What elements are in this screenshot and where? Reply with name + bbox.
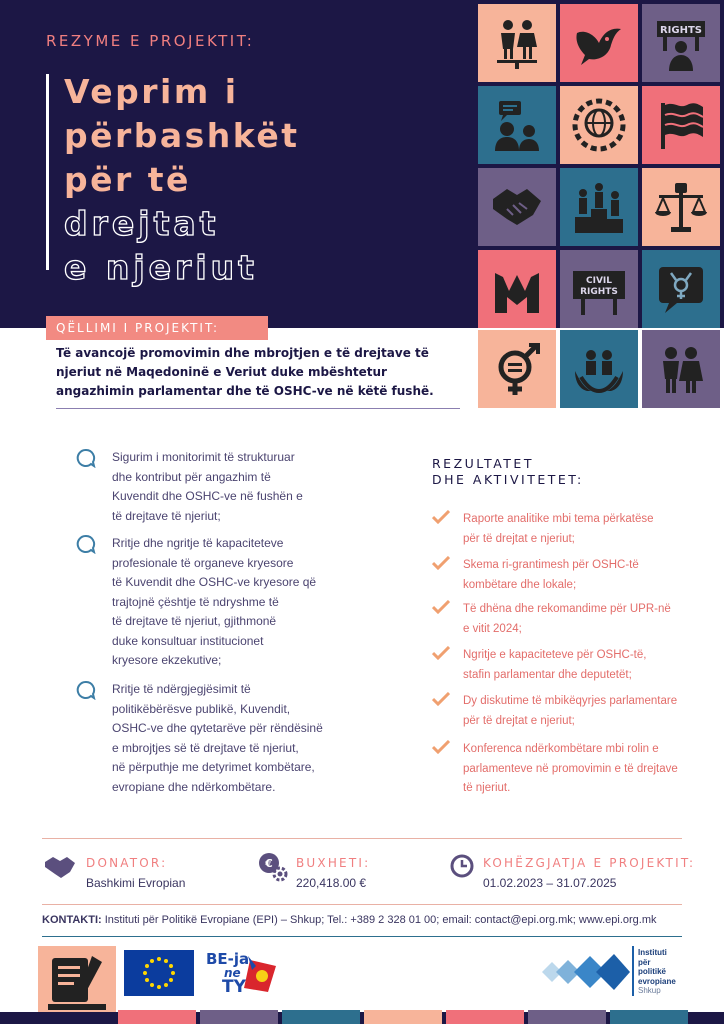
handshake-icon <box>44 856 76 878</box>
objective-line: politikëbërësve publikë, Kuvendit, <box>112 701 291 716</box>
objective-line: të drejtave të njeriut, gjithmonë <box>112 614 277 628</box>
result-line: Konferenca ndërkombëtare mbi rolin e <box>463 743 659 755</box>
duration-value: 01.02.2023 – 31.07.2025 <box>483 876 617 890</box>
footer-bar <box>610 1010 688 1024</box>
objective-text <box>112 448 348 526</box>
result-line: Ngritje e kapaciteteve për OSHC-të, <box>463 649 647 661</box>
epi-line: Shkup <box>638 986 661 995</box>
result-line: Dy diskutime të mbikëqyrjes parlamentare <box>463 695 678 707</box>
handshake-icon <box>478 168 556 246</box>
footer-bar <box>118 1010 196 1024</box>
results-heading-line: REZULTATET <box>432 456 534 471</box>
result-line: kombëtare dhe lokale; <box>463 578 577 591</box>
checkmark-icon <box>432 692 450 706</box>
contact-label: KONTAKTI: <box>42 914 102 926</box>
epi-diamonds-icon <box>540 948 630 994</box>
footer-bar <box>446 1010 524 1024</box>
objective-line: Rritje të ndërgjegjësimit të <box>112 682 251 696</box>
epi-divider <box>632 946 634 996</box>
goal-text: Të avancojë promovimin dhe mbrojtjen e të drejtave të njeriut në Maqedoninë e Veriut duke mbështetur angazhimin parlamentar dhe të OSHC-ve në këtë fushë. <box>56 346 434 398</box>
result-text <box>463 692 685 731</box>
svg-text:€: € <box>265 857 273 870</box>
rights-sign-label: RIGHTS <box>659 25 703 36</box>
result-line: për të drejtat e njeriut; <box>463 532 575 545</box>
goal-divider <box>56 408 460 409</box>
human-rights-icon-grid <box>478 4 722 408</box>
result-line: Raporte analitike mbi tema përkatëse <box>463 513 654 525</box>
civil-rights-label-1: CIVIL <box>585 276 613 286</box>
objective-line: dhe kontribut për angazhim të <box>112 469 271 484</box>
result-text <box>463 600 685 639</box>
budget-value: 220,418.00 € <box>296 876 367 890</box>
transgender-symbol-icon <box>642 250 720 328</box>
budget-label: BUXHETI: <box>296 856 371 870</box>
epi-line: Instituti <box>638 948 667 957</box>
objective-line: Sigurim i monitorimit të strukturuar <box>112 450 295 464</box>
objective-line: trajtojnë çështje të ndryshme të <box>112 594 279 609</box>
summary-kicker: REZYME E PROJEKTIT: <box>46 32 255 50</box>
objective-line: në përputhje me detyrimet kombëtare, <box>112 760 315 774</box>
result-text <box>463 740 685 799</box>
unity-hands-icon <box>478 250 556 328</box>
donor-value: Bashkimi Evropian <box>86 876 186 890</box>
gender-equal-symbol-icon <box>478 330 556 408</box>
duration-label: KOHËZGJATJA E PROJEKTIT: <box>483 856 696 870</box>
document-pen-tile <box>38 946 116 1020</box>
contact-text: Instituti për Politikë Evropiane (EPI) – Shkup; Tel.: +389 2 328 01 00; email: contact@epi.org.mk; www.epi.org.mk <box>104 914 657 926</box>
beja-text <box>206 950 250 997</box>
speech-bubble-icon <box>76 448 96 468</box>
objective-line: OSHC-ve dhe qytetarëve për rëndësinë <box>112 721 323 735</box>
contact-line <box>42 914 682 926</box>
result-line: për të drejtat e njeriut; <box>463 714 575 727</box>
gender-equality-icon <box>478 4 556 82</box>
civil-rights-sign-icon <box>560 250 638 328</box>
checkmark-icon <box>432 510 450 524</box>
title-accent-bar <box>46 74 49 270</box>
discussion-people-icon <box>478 86 556 164</box>
checkmark-icon <box>432 646 450 660</box>
podium-people-icon <box>560 168 638 246</box>
objective-line: të drejtave të njeriut; <box>112 508 221 523</box>
checkmark-icon <box>432 556 450 570</box>
checkmark-icon <box>432 600 450 614</box>
result-text <box>463 646 685 685</box>
footer-bar <box>364 1010 442 1024</box>
donor-label: DONATOR: <box>86 856 168 870</box>
epi-line: politikë <box>638 967 667 976</box>
peace-dove-icon <box>560 4 638 82</box>
euro-coin-gear-icon <box>258 852 288 882</box>
family-hands-icon <box>560 330 638 408</box>
title-line: për të <box>64 160 191 199</box>
goal-label: QËLLIMI I PROJEKTIT: <box>46 316 268 340</box>
results-heading-line: DHE AKTIVITETET: <box>432 472 584 487</box>
result-line: Të dhëna dhe rekomandime për UPR-në <box>463 603 671 615</box>
result-line: parlamenteve në promovimin e të drejtave <box>463 762 678 775</box>
civil-rights-label-2: RIGHTS <box>580 287 618 297</box>
title-line: përbashkët <box>64 116 300 155</box>
footer-bar <box>282 1010 360 1024</box>
globe-hands-icon <box>560 86 638 164</box>
result-line: stafin parlamentar dhe deputetët; <box>463 668 632 681</box>
objective-line: kryesore ekzekutive; <box>112 653 222 667</box>
speech-bubble-icon <box>76 680 96 700</box>
info-top-divider <box>42 838 682 839</box>
title-line: e njeriut <box>64 248 258 287</box>
beja-line: BE-ja <box>206 950 250 968</box>
flag-icon <box>642 86 720 164</box>
checkmark-icon <box>432 740 450 754</box>
objective-line: Rritje dhe ngritje të kapaciteteve <box>112 536 284 550</box>
result-line: Skema ri-grantimesh për OSHC-të <box>463 559 639 571</box>
objective-line: të Kuvendit dhe OSHC-ve kryesore që <box>112 575 317 589</box>
footer-bar <box>200 1010 278 1024</box>
objective-line: Kuvendit dhe OSHC-ve në fushën e <box>112 489 303 503</box>
info-bottom-divider <box>42 904 682 905</box>
results-heading <box>432 456 584 488</box>
couple-icon <box>642 330 720 408</box>
objective-line: duke konsultuar institucionet <box>112 633 264 648</box>
beja-line: TY <box>222 977 246 997</box>
result-line: të njeriut. <box>463 782 511 794</box>
epi-logo-text <box>638 948 676 996</box>
objective-text <box>112 680 348 797</box>
justice-scale-fist-icon <box>642 168 720 246</box>
objective-line: e mbrojtjes së të drejtave të njeriut, <box>112 740 299 755</box>
rights-sign-icon <box>642 4 720 82</box>
title-line: drejtat <box>64 204 220 243</box>
document-pen-icon <box>38 946 116 1020</box>
result-line: e vitit 2024; <box>463 622 522 635</box>
objective-line: evropiane dhe ndërkombëtare. <box>112 779 276 794</box>
speech-bubble-icon <box>76 534 96 554</box>
page-title <box>64 70 300 290</box>
beja-line: ne <box>224 966 241 980</box>
epi-line: për <box>638 957 651 967</box>
footer-bar <box>528 1010 606 1024</box>
epi-line: evropiane <box>638 976 676 986</box>
eu-flag-logo <box>124 950 194 996</box>
eu-stars-icon <box>124 950 194 996</box>
epi-logo-mark <box>540 948 630 994</box>
result-text <box>463 556 685 595</box>
objective-line: profesionale të organeve kryesore <box>112 555 294 570</box>
contact-divider <box>42 936 682 937</box>
beja-ne-ty-logo <box>204 950 280 996</box>
objective-text <box>112 534 348 671</box>
title-line: Veprim i <box>64 72 239 111</box>
result-text <box>463 510 685 549</box>
clock-icon <box>450 854 474 878</box>
